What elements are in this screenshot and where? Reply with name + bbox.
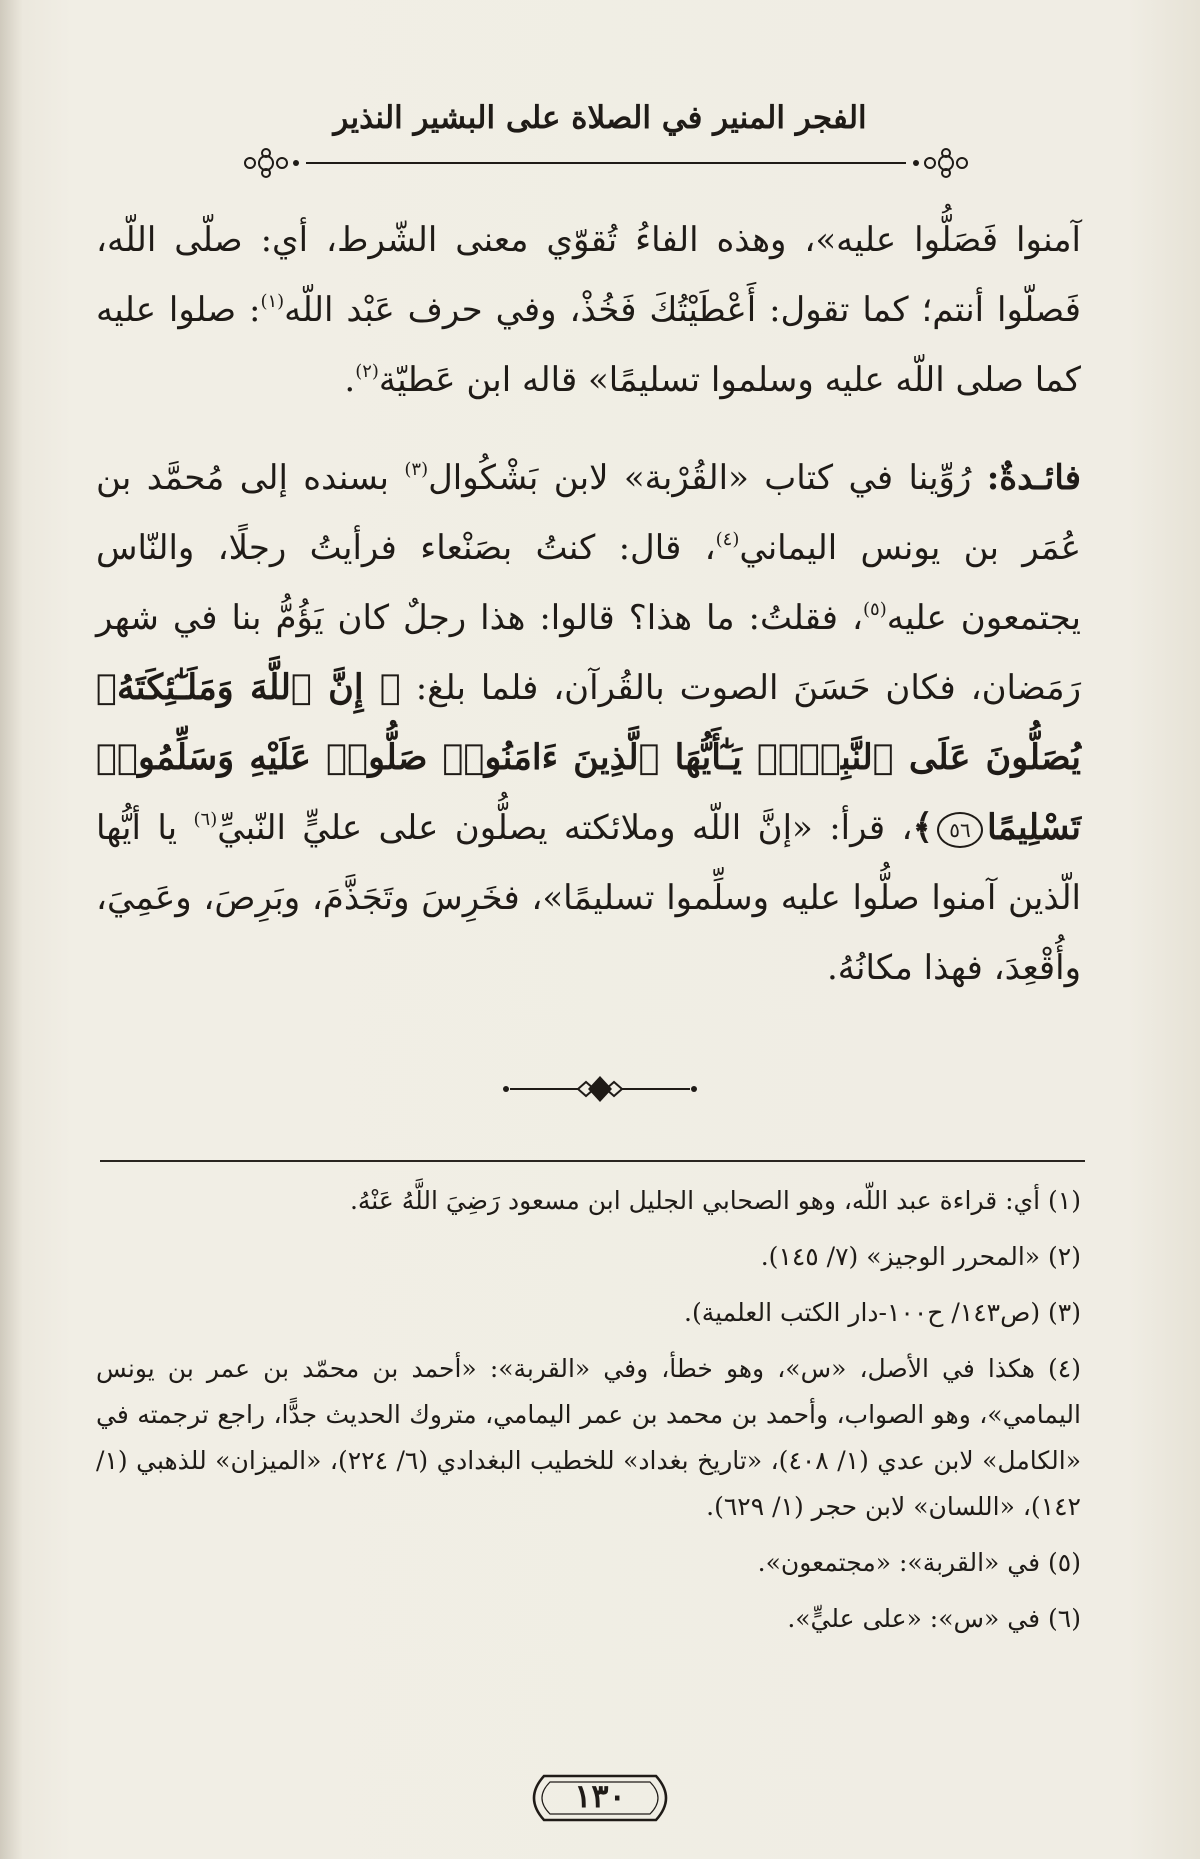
footnote-number: (٤) [1048,1354,1081,1383]
quran-bracket-close: ﴾ [912,807,933,848]
quran-verse: ﴿ إِنَّ ٱللَّهَ وَمَلَـٰٓئِكَتَهُۥ يُصَلُّونَ عَلَى ٱلنَّبِىِّۚ يَـٰٓأَيُّهَا ٱلَّذِينَ ءَامَنُوا۟ صَلُّوا۟ عَلَيْهِ وَسَلِّمُوا۟ تَسْلِيمًا [96,667,1081,848]
text-run: يا أيُّها الّذين آمنوا صلُّوا عليه وسلِّموا تسليمًا»، فخَرِسَ وتَجَذَّمَ، وبَرِصَ، وعَمِيَ، وأُقْعِدَ، فهذا مكانُهُ. [96,808,1081,988]
footnote-number: (٥) [1048,1548,1081,1577]
footnote-ref-5: (٥) [863,599,887,620]
footnote-number: (٦) [1048,1604,1081,1633]
footnote-text: «المحرر الوجيز» (٧/ ١٤٥). [760,1242,1049,1271]
footnote-2 [96,1234,1081,1280]
main-text [96,205,1081,1003]
section-divider-ornament [490,1072,710,1106]
footnote-ref-6: (٦) [193,809,218,830]
footnote-ref-4: (٤) [715,529,740,550]
footnote-number: (١) [1048,1186,1081,1215]
footnote-text: (ص١٤٣/ ح١٠٠-دار الكتب العلمية). [684,1298,1049,1327]
footnote-text: في «القربة»: «مجتمعون». [757,1548,1049,1577]
paragraph-lead: فائـدةٌ: [986,458,1081,498]
footnote-separator [100,1160,1085,1162]
text-run: : صلوا عليه كما صلى اللّه عليه وسلموا تسليمًا» قاله ابن عَطيّة [96,290,1081,400]
text-run: آمنوا فَصَلُّوا عليه»، وهذه الفاءُ تُقوّي معنى الشّرط، أي: صلّى اللّه، فَصلّوا أنتم؛ كما تقول: أَعْطَيْتُكَ فَخُذْ، وفي حرف عَبْد اللّه [96,220,1082,330]
ayah-number-badge: ٥٦ [937,812,983,848]
footnote-number: (٢) [1048,1242,1081,1271]
footnote-6 [96,1596,1081,1642]
footnote-3 [96,1290,1081,1336]
footnotes [96,1178,1081,1642]
text-run: رُوِّينا في كتاب «القُرْبة» لابن بَشْكُوال [428,458,987,498]
footnote-5 [96,1540,1081,1586]
text-run: . [344,360,356,400]
binding-gutter [0,0,22,1859]
footnote-1 [96,1178,1081,1224]
footnote-number: (٣) [1048,1298,1081,1327]
footnote-4 [96,1346,1081,1530]
header-ornament-rule [236,148,976,178]
text-run: ، فقلتُ: ما هذا؟ قالوا: هذا رجلٌ كان يَؤُمُّ بنا في شهر رَمَضان، فكان حَسَنَ الصوت بالقُرآن، فلما بلغ: [96,598,1082,708]
text-run: بسنده إلى مُحمَّد بن عُمَر بن يونس اليماني [96,458,1081,568]
footnote-ref-1: (١) [260,291,285,312]
footnote-text: هكذا في الأصل، «س»، وهو خطأ، وفي «القربة»: «أحمد بن محمّد بن عمر بن يونس اليمامي»، وهو الصواب، وأحمد بن محمد بن عمر اليمامي، متروك الحديث جدًّا، راجع ترجمته في «الكامل» لابن عدي (١/ ٤٠٨)، «تاريخ بغداد» للخطيب البغدادي (٦/ ٢٢٤)، «الميزان» للذهبي (١/ ١٤٢)، «اللسان» لابن حجر (١/ ٦٢٩). [96,1354,1082,1521]
running-header: الفجر المنير في الصلاة على البشير النذير [333,100,867,136]
page-number: ١٣٠ [574,1777,626,1815]
footnote-text: في «س»: «على عليٍّ». [787,1604,1049,1633]
footnote-ref-3: (٣) [404,459,429,480]
paragraph-2 [96,443,1081,1003]
footnote-ref-2: (٢) [355,361,379,382]
text-run: ، قال: كنتُ بصَنْعاء فرأيتُ رجلًا، والنّاس يجتمعون عليه [96,528,1081,638]
text-run: ، قرأ: «إنَّ اللّه وملائكته يصلُّون على عليٍّ النّبيِّ [217,808,913,848]
paragraph-1 [96,205,1081,415]
footnote-text: أي: قراءة عبد اللّه، وهو الصحابي الجليل ابن مسعود رَضِيَ اللَّهُ عَنْهُ. [349,1186,1049,1215]
